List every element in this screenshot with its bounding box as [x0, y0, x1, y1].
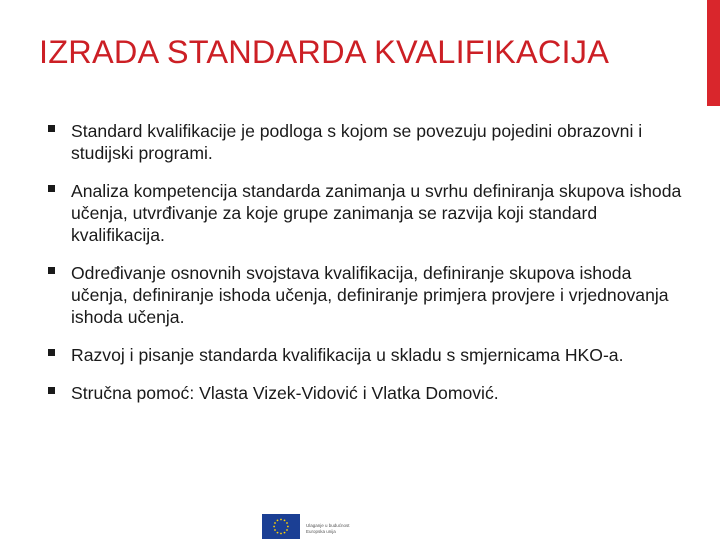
eu-flag-icon: [262, 514, 300, 539]
square-bullet-icon: [48, 267, 55, 274]
slide-title: IZRADA STANDARDA KVALIFIKACIJA: [39, 34, 610, 70]
bullet-item: [48, 344, 688, 366]
square-bullet-icon: [48, 125, 55, 132]
bullet-item: [48, 262, 688, 328]
bullet-list: [48, 120, 688, 420]
bullet-item: [48, 180, 688, 246]
logo-text: [306, 523, 350, 535]
square-bullet-icon: [48, 349, 55, 356]
bullet-text: Analiza kompetencija standarda zanimanja u svrhu definiranja skupova ishoda učenja, utvrđivanje za koje grupe zanimanja se razvija koji standard kvalifikacija.: [71, 181, 682, 245]
square-bullet-icon: [48, 185, 55, 192]
eu-funding-logo: [262, 514, 350, 540]
logo-line: Ulaganje u budućnost: [306, 523, 350, 528]
square-bullet-icon: [48, 387, 55, 394]
bullet-text: Razvoj i pisanje standarda kvalifikacija u skladu s smjernicama HKO-a.: [71, 345, 624, 365]
logo-line: Europska unija: [306, 529, 336, 534]
accent-bar: [707, 0, 720, 106]
bullet-text: Određivanje osnovnih svojstava kvalifikacija, definiranje skupova ishoda učenja, definiranje ishoda učenja, definiranje primjera provjere i vrjednovanja ishoda učenja.: [71, 263, 669, 327]
bullet-text: Stručna pomoć: Vlasta Vizek-Vidović i Vlatka Domović.: [71, 383, 499, 403]
bullet-text: Standard kvalifikacije je podloga s kojom se povezuju pojedini obrazovni i studijski programi.: [71, 121, 643, 163]
bullet-item: [48, 120, 688, 164]
bullet-item: [48, 382, 688, 404]
